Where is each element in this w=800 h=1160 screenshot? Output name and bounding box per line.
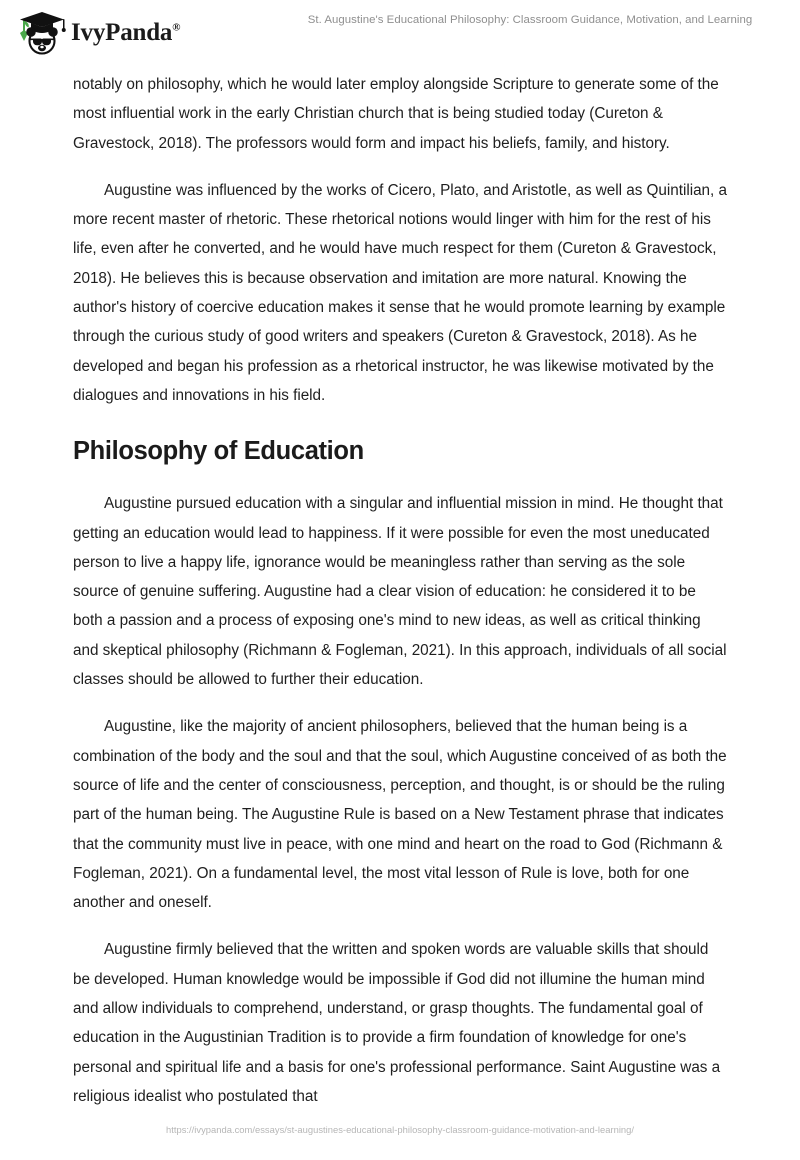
document-body bbox=[73, 70, 728, 1129]
brand-name-text: IvyPanda bbox=[71, 19, 173, 46]
body-paragraph: Augustine, like the majority of ancient philosophers, believed that the human being is a combination of the body and the soul and that the soul, which Augustine conceived of as both the source of life and the center of consciousness, perception, and thought, is or should be the ruling part of the human being. The Augustine Rule is based on a New Testament phrase that indicates that the community must live in peace, with one mind and heart on the road to God (Richmann & Fogleman, 2021). On a fundamental level, the most vital lesson of Rule is love, both for one another and oneself. bbox=[73, 718, 727, 912]
panda-graduate-logo-icon bbox=[16, 10, 68, 56]
running-title: St. Augustine's Educational Philosophy: Classroom Guidance, Motivation, and Learning bbox=[307, 14, 753, 26]
brand-logo-link[interactable] bbox=[16, 10, 180, 56]
brand-wordmark bbox=[71, 19, 180, 47]
body-paragraph: Augustine was influenced by the works of Cicero, Plato, and Aristotle, as well as Quintilian, a more recent master of rhetoric. These rhetorical notions would linger with him for the rest of his life, even after he converted, and he would have much respect for them (Cureton & Gravestock, 2018). He believes this is because observation and imitation are more natural. Knowing the author's history of coercive education makes it sense that he would promote learning by example through the curious study of good writers and speakers (Cureton & Gravestock, 2018). As he developed and began his profession as a rhetorical instructor, he was likewise motivated by the dialogues and innovations in his field. bbox=[73, 181, 727, 404]
source-url-link[interactable]: https://ivypanda.com/essays/st-augustines-educational-philosophy-classroom-guidance-motivation-and-learning/ bbox=[165, 1124, 635, 1135]
body-paragraph: Augustine firmly believed that the written and spoken words are valuable skills that should be developed. Human knowledge would be impossible if God did not illumine the human mind and allow individuals to comprehend, understand, or grasp thoughts. The fundamental goal of education in the Augustinian Tradition is to provide a firm foundation of knowledge for one's personal and spiritual life and a basis for one's professional performance. Saint Augustine was a religious idealist who postulated that bbox=[73, 941, 721, 1105]
page-footer bbox=[0, 1100, 800, 1160]
body-paragraph: Augustine pursued education with a singular and influential mission in mind. He thought that getting an education would lead to happiness. If it were possible for even the most uneducated person to live a happy life, ignorance would be meaningless rather than serving as the sole source of genuine suffering. Augustine had a clear vision of education: he considered it to be both a passion and a process of exposing one's mind to new ideas, as well as critical thinking and skeptical philosophy (Richmann & Fogleman, 2021). In this approach, individuals of all social classes should be allowed to further their education. bbox=[73, 495, 727, 689]
body-paragraph: notably on philosophy, which he would later employ alongside Scripture to generate some of the most influential work in the early Christian church that is being studied today (Cureton & Gravestock, 2018). The professors would form and impact his beliefs, family, and history. bbox=[73, 76, 719, 152]
registered-trademark-mark: ® bbox=[172, 21, 181, 34]
page-header bbox=[0, 0, 800, 62]
section-heading: Philosophy of Education bbox=[73, 437, 364, 466]
